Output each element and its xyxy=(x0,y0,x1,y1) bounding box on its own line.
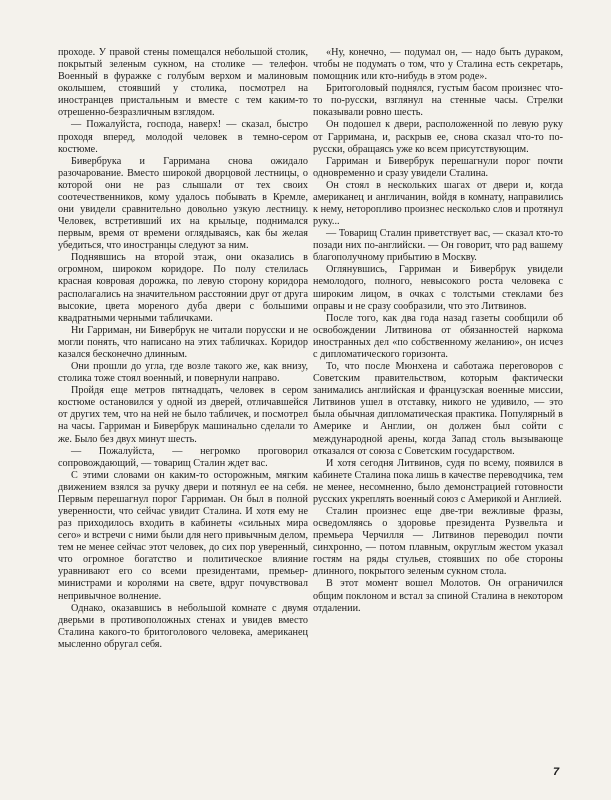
paragraph: Однако, оказавшись в небольшой комнате с двумя дверьми в противоположных стенах и увидев вместо Сталина какого-то бритоголового человека, американец мысленно обругал себя. xyxy=(58,602,308,650)
paragraph: Сталин произнес еще две-три вежливые фразы, осведомляясь о здоровье президента Рузвельта и премьера Черчилля — Литвинов переводил почти синхронно, — потом плавным, округлым жестом указал гостям на ряды стульев, стоявших по обе стороны длинного, покрытого зеленым сукном стола. xyxy=(313,505,563,578)
paragraph: После того, как два года назад газеты сообщили об освобождении Литвинова от обязанностей наркома иностранных дел «по собственному желанию», он исчез с дипломатического горизонта. xyxy=(313,312,563,360)
paragraph: И хотя сегодня Литвинов, судя по всему, появился в кабинете Сталина пока лишь в качестве переводчика, тем не менее, несомненно, было демонстрацией готовности русских укреплять военный союз с Америкой и Англией. xyxy=(313,457,564,505)
paragraph: Гарриман и Бивербрук перешагнули порог почти одновременно и сразу увидели Сталина. xyxy=(313,155,563,179)
paragraph: проходе. У правой стены помещался небольшой столик, покрытый зеленым сукном, на столике — телефон. Военный в фуражке с голубым верхом и малиновым околышем, стоявший у столика, посмотрел на иностранцев пристальным и вместе с тем каким-то отрешенно-безразличным взглядом. xyxy=(58,47,308,119)
paragraph: В этот момент вошел Молотов. Он ограничился общим поклоном и встал за спиной Сталина в некотором отдалении. xyxy=(313,578,563,614)
paragraph: — Товарищ Сталин приветствует вас, — сказал кто-то позади них по-английски. — Он говорит, что рад вашему благополучному прибытию в Москву. xyxy=(313,228,563,264)
paragraph: Бивербрука и Гарримана снова ожидало разочарование. Вместо широкой дворцовой лестницы, о которой они не раз слышали от тех своих соотечественников, кому удалось побывать в Кремле, они увидели сравнительно довольно узкую лестницу. Человек, встретивший их на крыльце, поднимался первым, время от времени оглядываясь, как бы желая убедиться, что иностранцы следуют за ним. xyxy=(58,155,308,252)
paragraph: — Пожалуйста, господа, наверх! — сказал, быстро проходя вперед, молодой человек в темно-сером костюме. xyxy=(58,119,308,155)
paragraph: То, что после Мюнхена и саботажа переговоров с Советским правительством, которым фактически занимались английская и французская военные миссии, Литвинов ушел в отставку, никого не удивило, — это была обычная дипломатическая практика. Популярный в Америке и Англии, он должен был сойти с международной арены, когда Запад столь вызывающе отказался от союза с Советским государством. xyxy=(313,361,563,457)
left-column xyxy=(58,47,308,651)
paragraph: «Ну, конечно, — подумал он, — надо быть дураком, чтобы не подумать о том, что у Сталина есть секретарь, помощник или кто-нибудь в этом роде». xyxy=(313,47,563,83)
page-number: 7 xyxy=(553,766,560,778)
paragraph: Он подошел к двери, расположенной по левую руку от Гарримана, и, раскрыв ее, снова сказал что-то по-русски, обращаясь уже ко всем присутствующим. xyxy=(313,119,563,155)
paragraph: Они прошли до угла, где возле такого же, как внизу, столика тоже стоял военный, и повернули направо. xyxy=(58,361,308,385)
paragraph: Ни Гарриман, ни Бивербрук не читали порусски и не могли понять, что написано на этих табличках. Коридор казался бесконечно длинным. xyxy=(58,324,308,360)
right-column xyxy=(313,47,563,615)
paragraph: Он стоял в нескольких шагах от двери и, когда американец и англичанин, войдя в комнату, направились к нему, неторопливо произнес несколько слов и протянул руку... xyxy=(313,179,563,228)
paragraph: Оглянувшись, Гарриман и Бивербрук увидели немолодого, полного, невысокого роста человека с широким лицом, в очках с толстыми стеклами без оправы и не сразу сообразили, что это Литвинов. xyxy=(313,264,563,312)
paragraph: С этими словами он каким-то осторожным, мягким движением взялся за ручку двери и потянул ее на себя. Первым перешагнул порог Гарриман. Он был в полной уверенности, что сейчас увидит Сталина. И хотя ему не раз приходилось входить в кабинеты «сильных мира сего» и встречи с ними были для него привычным делом, тем не менее сейчас этот человек, до сих пор уверенный, что огромное богатство и политическое влияние уравнивают его со всеми президентами, премьер-министрами и королями на свете, вдруг почувствовал непривычное волнение. xyxy=(58,469,308,602)
paragraph: Поднявшись на второй этаж, они оказались в огромном, широком коридоре. По полу стелилась красная ковровая дорожка, по левую сторону коридора располагались на значительном расстоянии друг от друга высокие, цвета мореного дуба двери с большими квадратными черными табличками. xyxy=(58,252,308,324)
paragraph: Пройдя еще метров пятнадцать, человек в сером костюме остановился у одной из дверей, отличавшейся от других тем, что на ней не было табличек, и посмотрел на часы. Гарриман и Бивербрук машинально сделали то же. Было без двух минут шесть. xyxy=(58,385,308,445)
paragraph: Бритоголовый поднялся, густым басом произнес что-то по-русски, взглянул на стенные часы. Стрелки показывали ровно шесть. xyxy=(313,83,563,119)
paragraph: — Пожалуйста, — негромко проговорил сопровождающий, — товарищ Сталин ждет вас. xyxy=(58,445,308,469)
